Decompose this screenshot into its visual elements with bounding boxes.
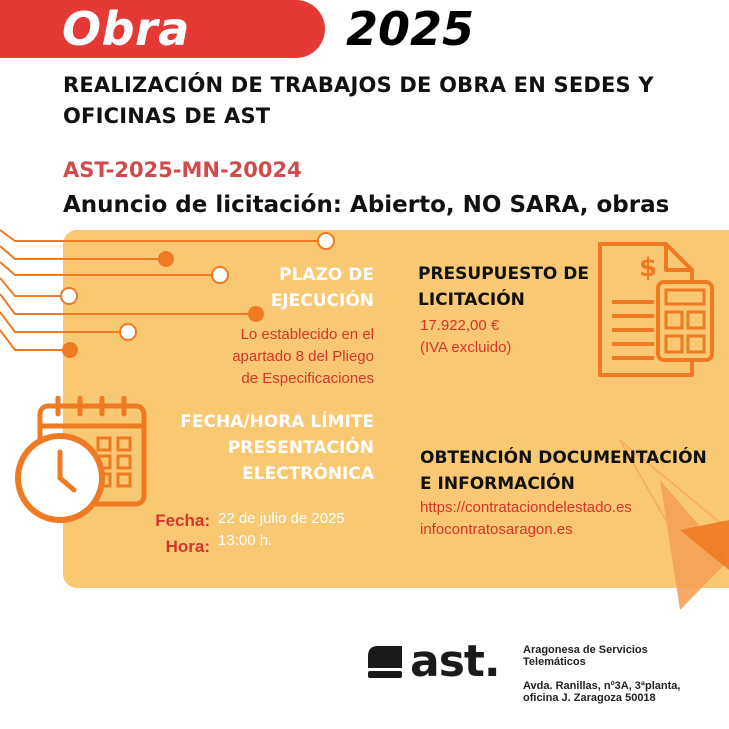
fecha-heading-line1: FECHA/HORA LÍMITE	[180, 412, 374, 432]
org-line1: Aragonesa de Servicios	[523, 644, 648, 656]
ast-logo: ast.	[410, 636, 500, 687]
fecha-heading-line2: PRESENTACIÓN	[227, 438, 374, 458]
plazo-heading-line2: EJECUCIÓN	[270, 291, 374, 311]
obtencion-heading-line2: E INFORMACIÓN	[420, 474, 575, 494]
plazo-text	[170, 324, 374, 390]
infocontratos-link[interactable]: infocontratosaragon.es	[420, 521, 573, 538]
page-title: REALIZACIÓN DE TRABAJOS DE OBRA EN SEDES Y OFICINAS DE AST	[63, 73, 654, 128]
plazo-text-line3: de Especificaciones	[241, 370, 374, 387]
addr-line1: Avda. Ranillas, nº3A, 3ªplanta,	[523, 680, 681, 692]
presupuesto-amount: 17.922,00 €	[420, 317, 500, 334]
time-value: 13:00 h.	[218, 532, 273, 549]
contratacion-link[interactable]: https://contrataciondelestado.es	[420, 499, 632, 516]
presupuesto-heading-line2: LICITACIÓN	[418, 290, 525, 310]
expediente-code: AST-2025-MN-20024	[63, 158, 302, 182]
obtencion-heading	[420, 445, 725, 497]
fecha-labels	[120, 508, 210, 560]
presupuesto-note: (IVA excluido)	[420, 339, 512, 356]
date-label: Fecha:	[155, 511, 210, 530]
footer-info	[523, 644, 723, 704]
fecha-heading	[160, 409, 374, 487]
plazo-heading-line1: PLAZO DE	[279, 265, 374, 285]
year-label: 2025	[346, 2, 475, 56]
time-label: Hora:	[165, 537, 210, 556]
calendar-clock-icon	[10, 396, 150, 526]
presupuesto-value	[420, 315, 600, 359]
presupuesto-heading-line1: PRESUPUESTO DE	[418, 264, 590, 284]
fecha-heading-line3: ELECTRÓNICA	[242, 464, 374, 484]
fecha-values	[218, 508, 388, 552]
plazo-heading	[170, 262, 374, 314]
obtencion-links	[420, 497, 720, 541]
addr-line2: oficina J. Zaragoza 50018	[523, 692, 656, 704]
svg-text:$: $	[638, 253, 658, 283]
plazo-text-line1: Lo establecido en el	[240, 326, 374, 343]
obtencion-heading-line1: OBTENCIÓN DOCUMENTACIÓN	[420, 448, 707, 468]
org-line2: Telemáticos	[523, 656, 586, 668]
invoice-calculator-icon	[596, 240, 720, 380]
logo-mark-icon	[364, 644, 406, 680]
plazo-text-line2: apartado 8 del Pliego	[232, 348, 374, 365]
presupuesto-heading	[418, 261, 618, 313]
announcement-text: Anuncio de licitación: Abierto, NO SARA, obras	[63, 192, 670, 218]
obra-tag-label: Obra	[62, 2, 190, 56]
date-value: 22 de julio de 2025	[218, 510, 345, 527]
